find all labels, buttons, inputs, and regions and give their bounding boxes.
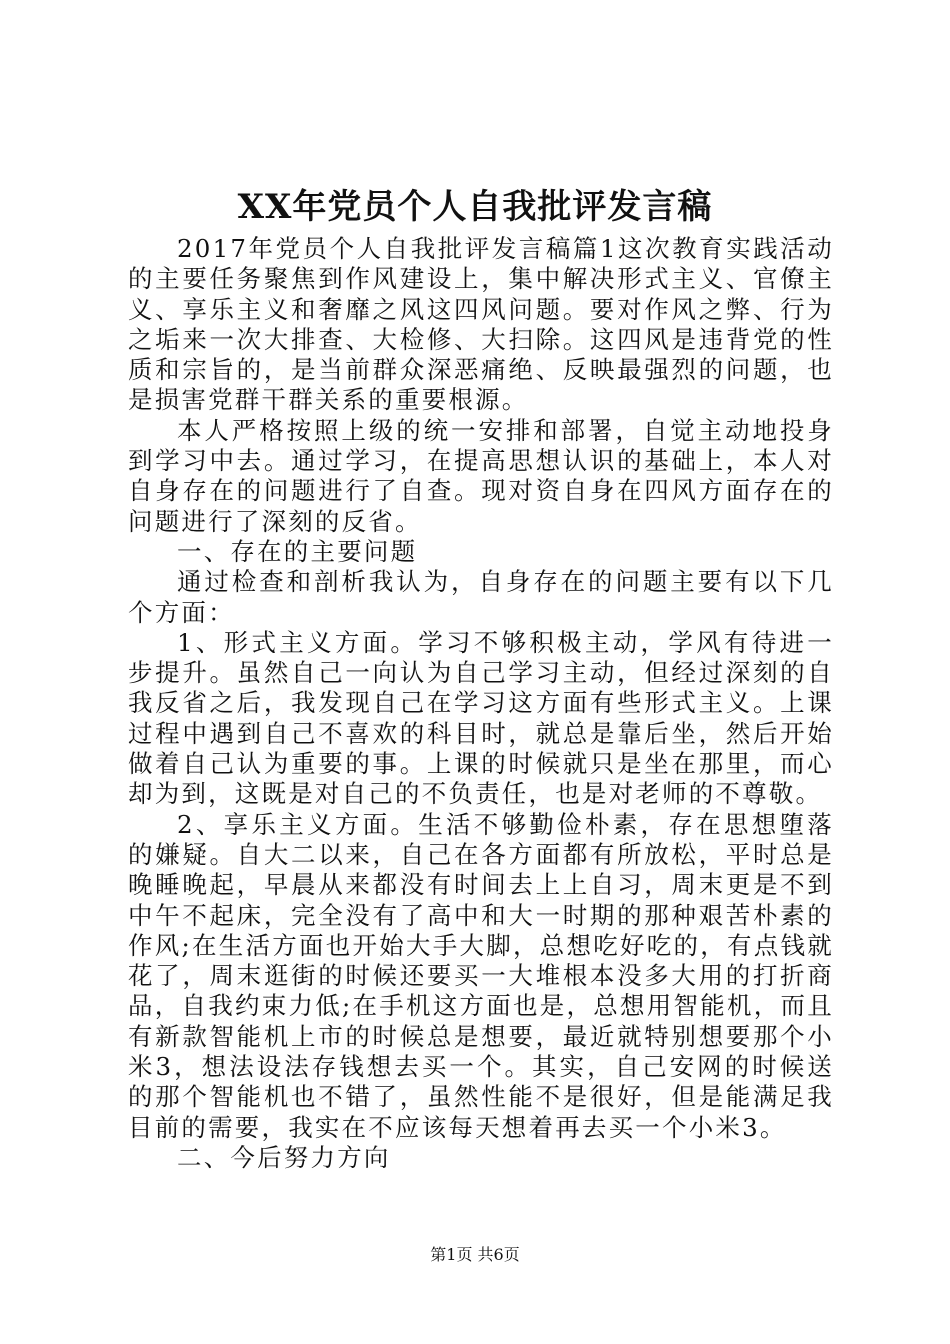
paragraph: 2017年党员个人自我批评发言稿篇1这次教育实践活动的主要任务聚焦到作风建设上，集中解决形式主义、官僚主义、享乐主义和奢靡之风这四风问题。要对作风之弊、行为之垢来一次大排查、大检修、大扫除。这四风是违背党的性质和宗旨的，是当前群众深恶痛绝、反映最强烈的问题，也是损害党群干群关系的重要根源。 xyxy=(128,234,834,415)
paragraph: 2、享乐主义方面。生活不够勤俭朴素，存在思想堕落的嫌疑。自大二以来，自己在各方面都有所放松，平时总是晚睡晚起，早晨从来都没有时间去上上自习，周末更是不到中午不起床，完全没有了高中和大一时期的那种艰苦朴素的作风;在生活方面也开始大手大脚，总想吃好吃的，有点钱就花了，周末逛街的时候还要买一大堆根本没多大用的打折商品，自我约束力低;在手机这方面也是，总想用智能机，而且有新款智能机上市的时候总是想要，最近就特别想要那个小米3，想法设法存钱想去买一个。其实，自己安网的时候送的那个智能机也不错了，虽然性能不是很好，但是能满足我目前的需要，我实在不应该每天想着再去买一个小米3。 xyxy=(128,809,834,1142)
paragraph: 本人严格按照上级的统一安排和部署，自觉主动地投身到学习中去。通过学习，在提高思想认识的基础上，本人对自身存在的问题进行了自查。现对资自身在四风方面存在的问题进行了深刻的反省。 xyxy=(128,415,834,536)
paragraph: 通过检查和剖析我认为，自身存在的问题主要有以下几个方面： xyxy=(128,567,834,627)
document-title: XX年党员个人自我批评发言稿 xyxy=(237,187,713,227)
page-number-footer: 第1页 共6页 xyxy=(430,1245,520,1264)
section-heading: 二、今后努力方向 xyxy=(177,1142,391,1172)
document-body xyxy=(128,234,834,1173)
section-heading: 一、存在的主要问题 xyxy=(177,536,418,566)
paragraph: 1、形式主义方面。学习不够积极主动，学风有待进一步提升。虽然自己一向认为自己学习主动，但经过深刻的自我反省之后，我发现自己在学习这方面有些形式主义。上课过程中遇到自己不喜欢的科目时，就总是靠后坐，然后开始做着自己认为重要的事。上课的时候就只是坐在那里，而心却为到，这既是对自己的不负责任，也是对老师的不尊敬。 xyxy=(128,627,834,809)
